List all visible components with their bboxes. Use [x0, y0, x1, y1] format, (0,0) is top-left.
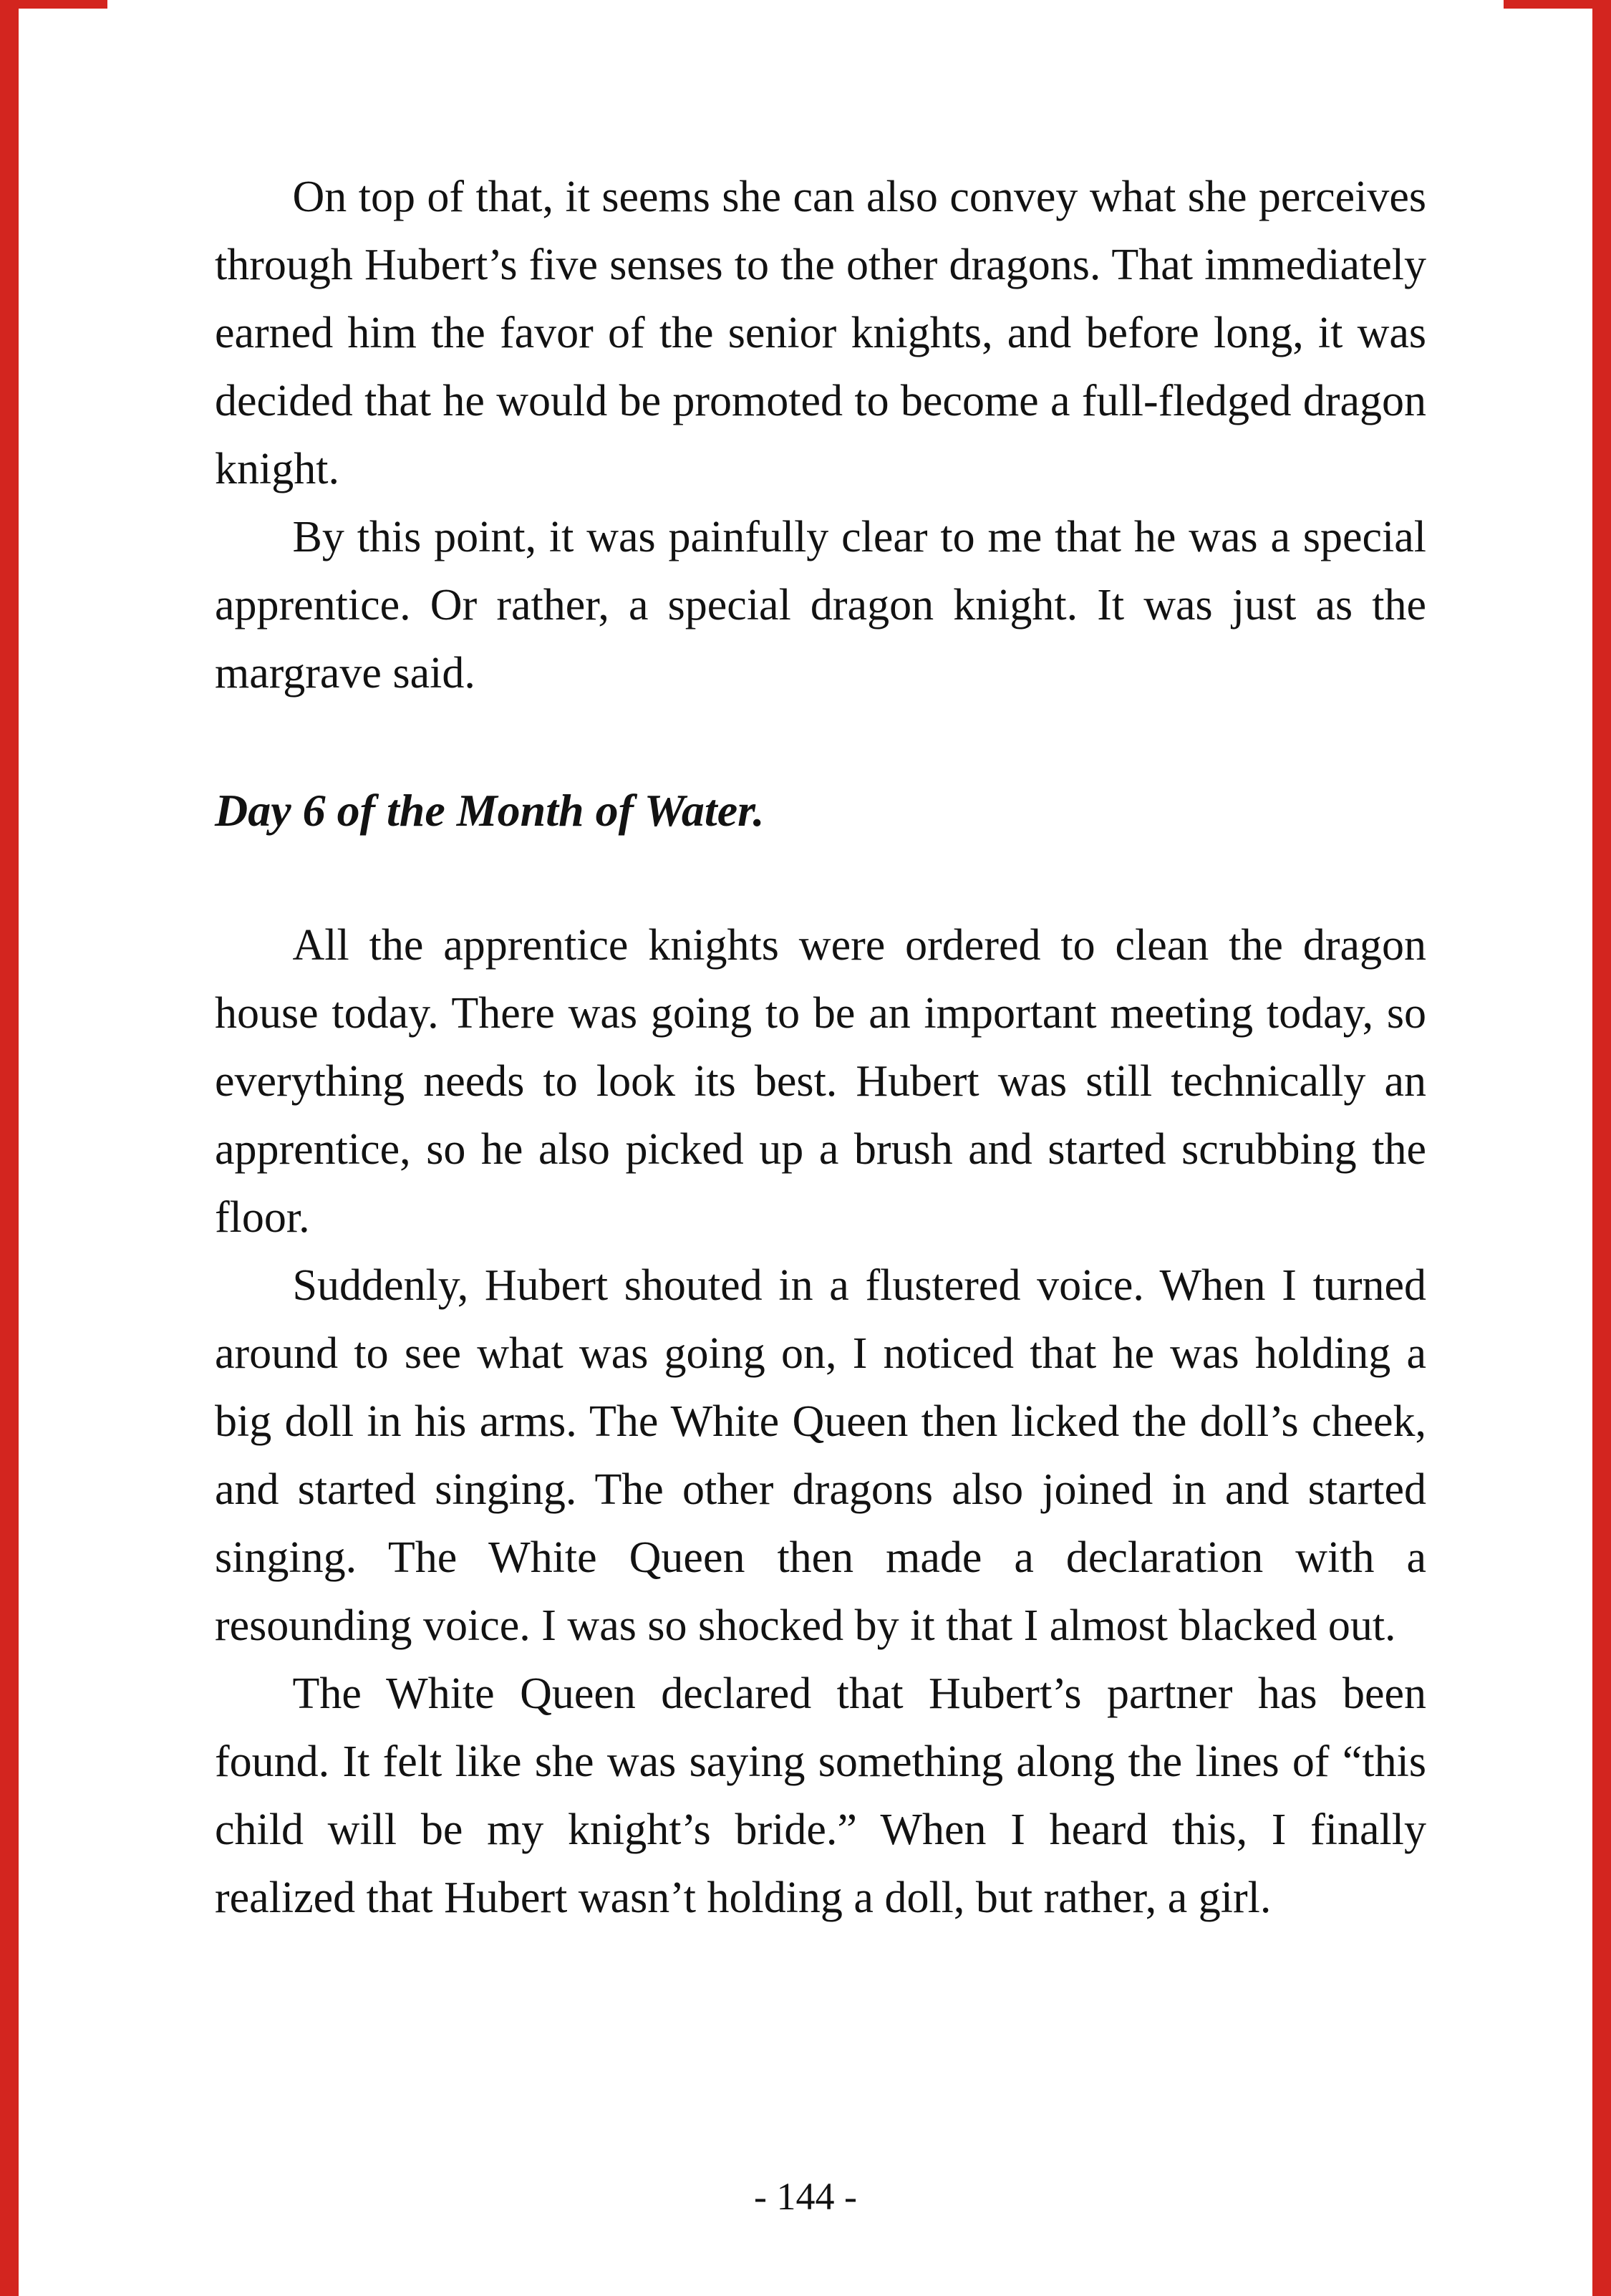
page-edge-right — [1592, 0, 1611, 2296]
paragraph: Suddenly, Hubert shouted in a flustered voice. When I turned around to see what was going on, I noticed that he was holding a big doll in his arms. The White Queen then licked the doll’s cheek, and started singing. The other dragons also joined in and started singing. The White Queen then made a declaration with a resounding voice. I was so shocked by it that I almost blacked out. — [215, 1261, 1426, 1650]
page-text-block — [215, 163, 1426, 1932]
page-number: - 144 - — [754, 2175, 857, 2218]
paragraph: By this point, it was painfully clear to me that he was a special apprentice. Or rather, a special dragon knight. It was just as the margrave said. — [215, 513, 1426, 698]
section-heading: Day 6 of the Month of Water. — [215, 785, 765, 836]
paragraph: The White Queen declared that Hubert’s partner has been found. It felt like she was saying something along the lines of “this child will be my knight’s bride.” When I heard this, I finally realized that Hubert wasn’t holding a doll, but rather, a girl. — [215, 1669, 1426, 1922]
paragraph: On top of that, it seems she can also convey what she perceives through Hubert’s five senses to the other dragons. That immediately earned him the favor of the senior knights, and before long, it was decided that he would be promoted to become a full-fledged dragon knight. — [215, 173, 1426, 493]
page-edge-top-right — [1504, 0, 1611, 9]
page-edge-top-left — [0, 0, 107, 9]
page-edge-left — [0, 0, 19, 2296]
paragraph: All the apprentice knights were ordered to clean the dragon house today. There was going to be an important meeting today, so everything needs to look its best. Hubert was still technically an apprentice, so he also picked up a brush and started scrubbing the floor. — [215, 921, 1426, 1242]
